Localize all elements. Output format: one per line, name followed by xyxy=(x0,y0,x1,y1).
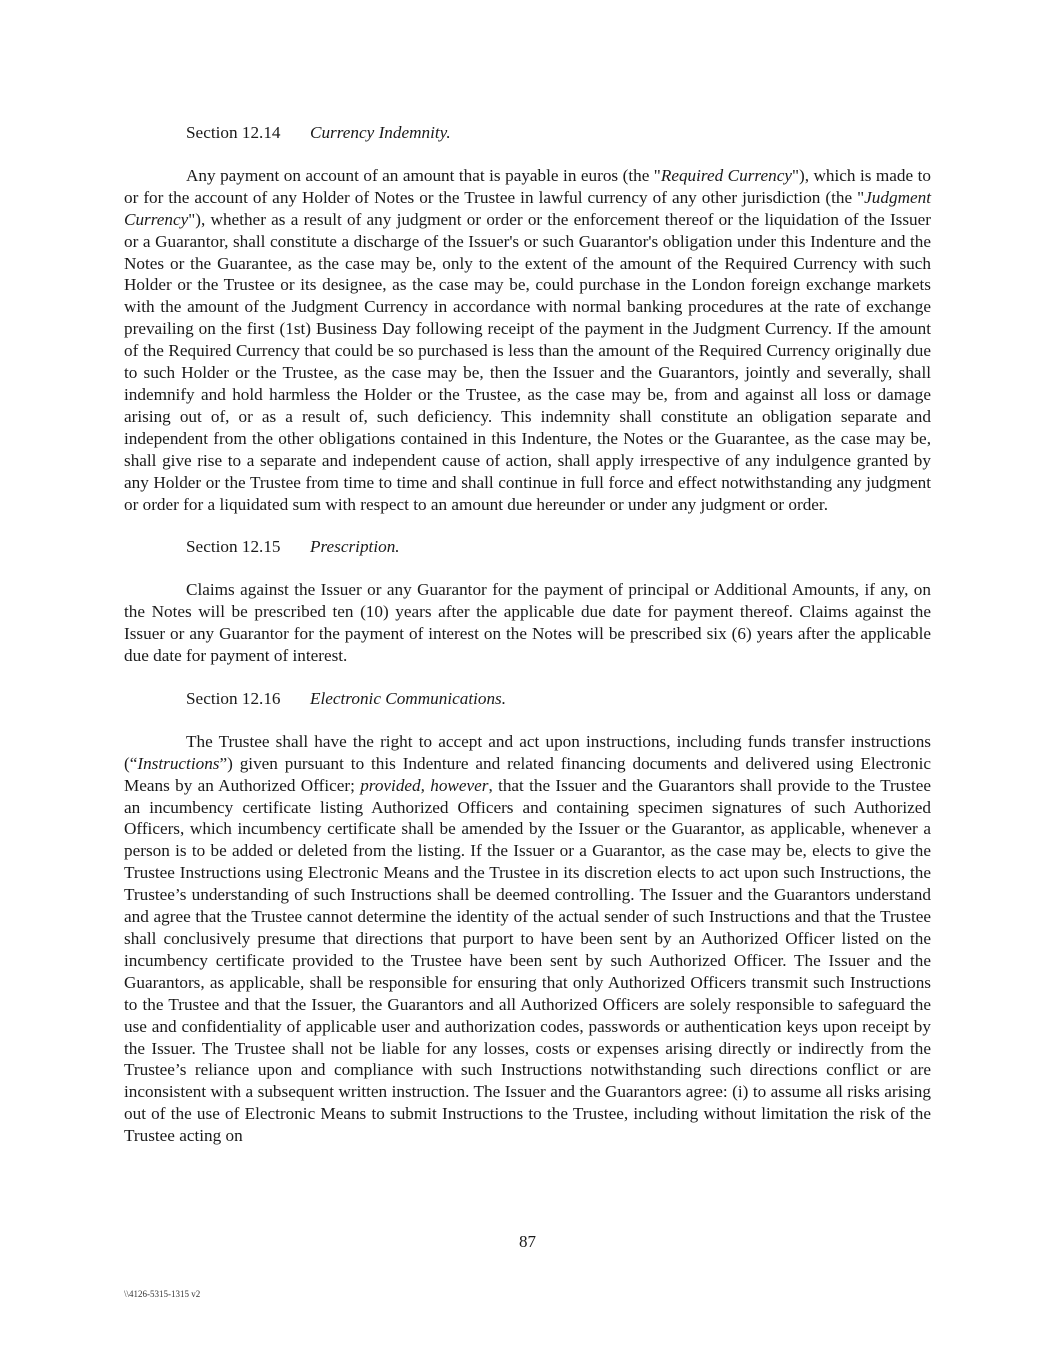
defined-term: Instructions xyxy=(137,753,220,773)
proviso-term: provided, however xyxy=(360,775,489,795)
paragraph-text: "), whether as a result of any judgment or order or the enforcement thereof or the liquidation of the Issuer or a Guarantor, shall constitute a discharge of the Issuer's or such Guarantor's obligation under this Indenture and the Notes or the Guarantee, as the case may be, only to the extent of the amount of the Required Currency with such Holder or the Trustee or its designee, as the case may be, could purchase in the London foreign exchange markets with the amount of the Judgment Currency in accordance with normal banking procedures at the rate of exchange prevailing on the first (1st) Business Day following receipt of the payment in the Judgment Currency. If the amount of the Required Currency that could be so purchased is less than the amount of the Required Currency originally due to such Holder or the Trustee, as the case may be, then the Issuer and the Guarantors, jointly and severally, shall indemnify and hold harmless the Holder or the Trustee, as the case may be, from and against all loss or damage arising out of, or as a result of, such deficiency. This indemnity shall constitute an obligation separate and independent from the other obligations contained in this Indenture, the Notes or the Guarantee, as the case may be, shall give rise to a separate and independent cause of action, shall apply irrespective of any indulgence granted by any Holder or the Trustee from time to time and shall continue in full force and effect notwithstanding any judgment or order for a liquidated sum with respect to an amount due hereunder or under any judgment or order. xyxy=(124,209,931,514)
defined-term: Judgment Currency xyxy=(124,187,931,229)
paragraph-text: Any payment on account of an amount that is payable in euros (the " xyxy=(186,165,661,185)
page-number: 87 xyxy=(519,1232,536,1251)
section-paragraph xyxy=(124,165,931,516)
defined-term: Required Currency xyxy=(660,165,792,185)
document-id: \\4126-5315-1315 v2 xyxy=(124,1289,201,1299)
paragraph-text: "), which is made to or for the account of any Holder of Notes or the Trustee in lawful currency of any other jurisdiction (the " xyxy=(124,165,931,207)
section-paragraph xyxy=(124,579,931,667)
paragraph-text: The Trustee shall have the right to accept and act upon instructions, including funds transfer instructions (“ xyxy=(124,731,931,773)
section-number: Section 12.16 xyxy=(186,688,281,708)
section-number: Section 12.15 xyxy=(186,537,281,557)
paragraph-text: ”) given pursuant to this Indenture and related financing documents and delivered using Electronic Means by an Authorized Officer; xyxy=(124,753,931,795)
section-paragraph xyxy=(124,731,931,1147)
document-body xyxy=(124,122,931,1168)
paragraph-text: Claims against the Issuer or any Guarantor for the payment of principal or Additional Amounts, if any, on the Notes will be prescribed ten (10) years after the applicable due date for payment thereof. Claims against the Issuer or any Guarantor for the payment of interest on the Notes will be prescribed six (6) years after the applicable due date for payment of interest. xyxy=(124,580,931,666)
section-title: Prescription. xyxy=(310,537,400,557)
section-title: Currency Indemnity. xyxy=(310,123,451,142)
section-heading-12-16 xyxy=(124,688,931,710)
section-heading-12-15 xyxy=(124,536,931,558)
paragraph-text: , that the Issuer and the Guarantors shall provide to the Trustee an incumbency certificate listing Authorized Officers and containing specimen signatures of such Authorized Officers, which incumbency certificate shall be amended by the Issuer or the Guarantor, as applicable, whenever a person is to be added or deleted from the listing. If the Issuer or a Guarantor, as the case may be, elects to give the Trustee Instructions using Electronic Means and the Trustee in its discretion elects to act upon such Instructions, the Trustee’s understanding of such Instructions shall be deemed controlling. The Issuer and the Guarantors understand and agree that the Trustee cannot determine the identity of the actual sender of such Instructions and that the Trustee shall conclusively presume that directions that purport to have been sent by an Authorized Officer listed on the incumbency certificate provided to the Trustee have been sent by such Authorized Officer. The Issuer and the Guarantors, as applicable, shall be responsible for ensuring that only Authorized Officers transmit such Instructions to the Trustee and that the Issuer, the Guarantors and all Authorized Officers are solely responsible to safeguard the use and confidentiality of applicable user and authorization codes, passwords or authentication keys upon receipt by the Issuer. The Trustee shall not be liable for any losses, costs or expenses arising directly or indirectly from the Trustee’s reliance upon and compliance with such Instructions notwithstanding such directions conflict or are inconsistent with a subsequent written instruction. The Issuer and the Guarantors agree: (i) to assume all risks arising out of the use of Electronic Means to submit Instructions to the Trustee, including without limitation the risk of the Trustee acting on xyxy=(124,775,931,1146)
section-heading-12-14 xyxy=(124,122,931,144)
section-title: Electronic Communications. xyxy=(310,688,507,708)
section-number: Section 12.14 xyxy=(186,123,281,142)
